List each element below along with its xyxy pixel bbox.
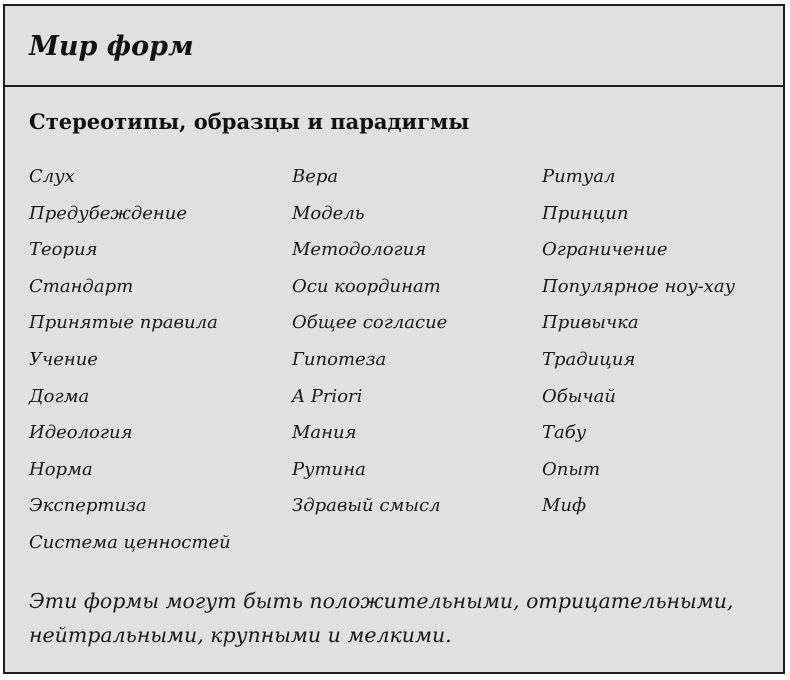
list-item: Табу (542, 422, 587, 444)
list-item: Мания (292, 422, 357, 444)
list-item: Опыт (542, 458, 601, 480)
list-item: Предубеждение (29, 202, 187, 224)
list-item: Популярное ноу-хау (542, 275, 736, 297)
list-item: Идеология (29, 422, 133, 444)
list-item: Система ценностей (29, 531, 231, 553)
list-item: Вера (292, 166, 339, 187)
list-item: Принятые правила (29, 312, 218, 334)
info-box (3, 4, 785, 674)
column-3 (542, 166, 735, 532)
list-item: Ограничение (542, 239, 668, 261)
box-subtitle: Стереотипы, образцы и парадигмы (29, 109, 470, 134)
list-item: Ритуал (542, 166, 616, 187)
footer-note: Эти формы могут быть положительными, отрицательными, нейтральными, крупными и мелкими. (29, 589, 734, 647)
list-item: Слух (29, 166, 75, 187)
list-item: Привычка (542, 312, 639, 334)
box-title: Мир форм (29, 31, 194, 62)
column-2 (292, 166, 447, 532)
list-item: Теория (29, 239, 98, 261)
list-item: Методология (292, 239, 427, 261)
list-item: Экспертиза (29, 495, 147, 517)
list-item: Гипотеза (292, 348, 387, 370)
column-1 (29, 166, 231, 569)
list-item: Норма (29, 458, 93, 480)
list-item: Догма (29, 385, 90, 407)
list-item: Здравый смысл (292, 495, 441, 517)
box-header (5, 6, 783, 87)
list-item: Учение (29, 348, 98, 370)
list-item: Общее согласие (292, 312, 448, 334)
list-item: Стандарт (29, 275, 134, 297)
list-item: Рутина (292, 458, 366, 480)
list-item: Миф (542, 495, 587, 517)
list-item: A Priori (292, 385, 363, 407)
list-item: Принцип (542, 202, 629, 224)
list-item: Оси координат (292, 275, 441, 297)
list-item: Традиция (542, 348, 636, 370)
list-item: Модель (292, 202, 365, 224)
list-item: Обычай (542, 385, 616, 407)
